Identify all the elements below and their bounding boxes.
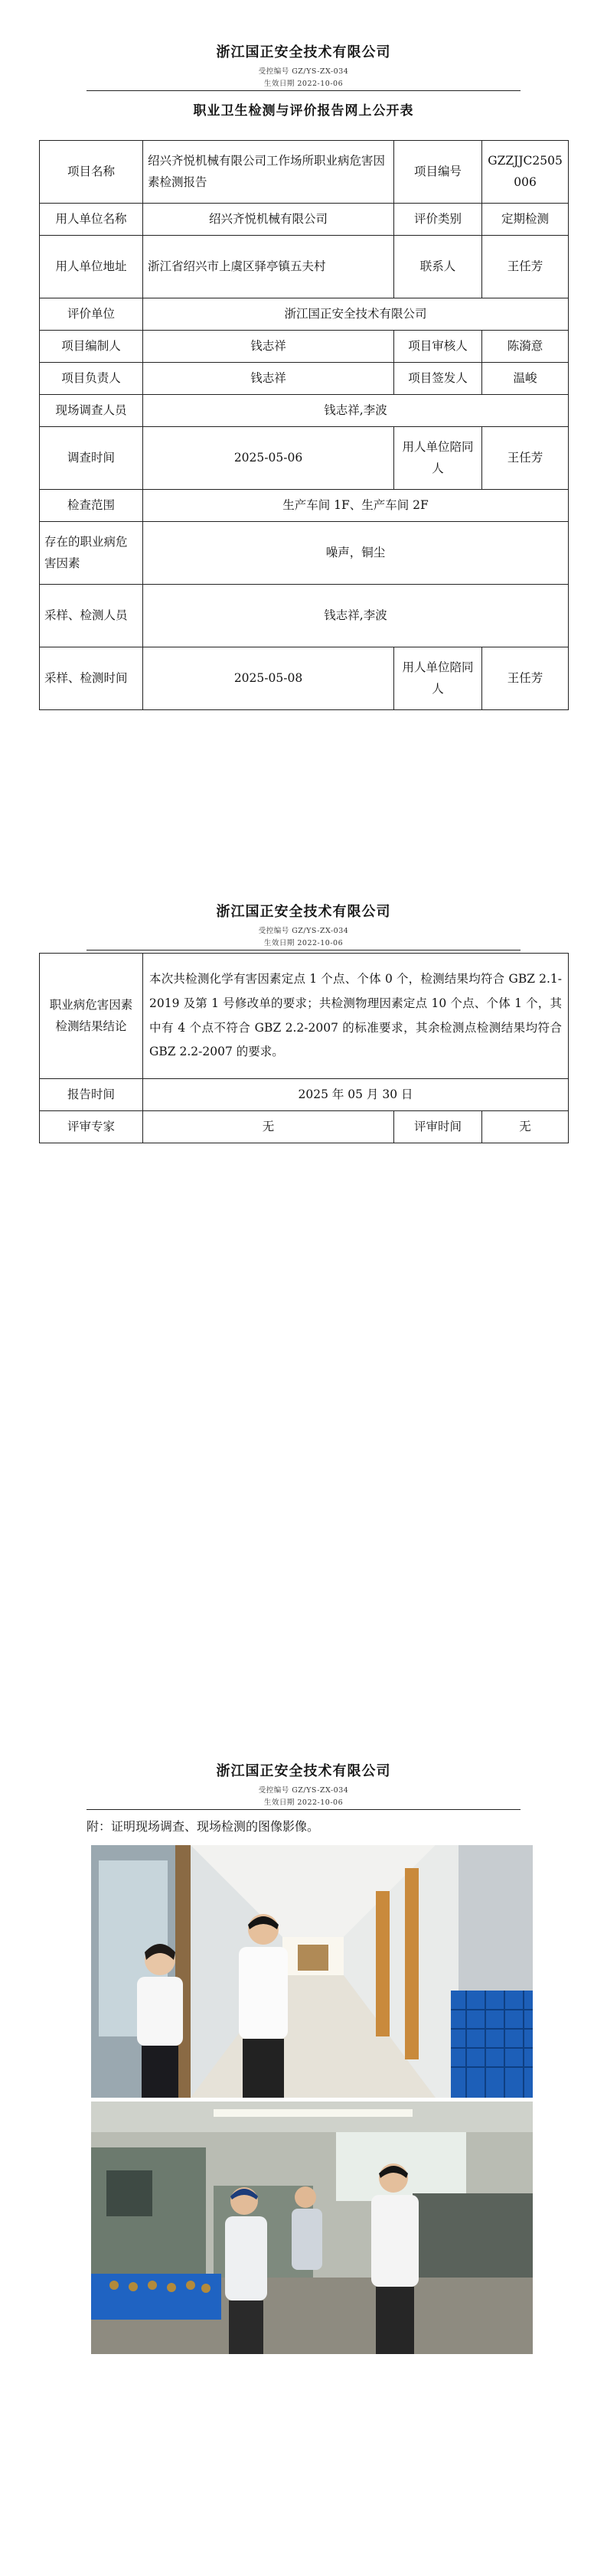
review-time-label: 评审时间 <box>394 1111 482 1143</box>
address-label: 用人单位地址 <box>40 236 143 298</box>
table-row <box>40 395 569 427</box>
table-row <box>40 236 569 298</box>
conclusion-value: 本次共检测化学有害因素定点 1 个点、个体 0 个，检测结果均符合 GBZ 2.1-2019 及第 1 号修改单的要求；共检测物理因素定点 10 个点、个体 1 个，其中有 4 个点不符合 GBZ 2.2-2007 的标准要求，其余检测点检测结果均符合 GBZ 2.2-2007 的要求。 <box>143 954 569 1079</box>
project-name-value: 绍兴齐悦机械有限公司工作场所职业病危害因素检测报告 <box>143 141 394 204</box>
address-value: 浙江省绍兴市上虞区驿亭镇五夫村 <box>143 236 394 298</box>
contact-value: 王任芳 <box>482 236 569 298</box>
evaluator-label: 评价单位 <box>40 298 143 331</box>
table-row <box>40 427 569 490</box>
header-rule <box>86 950 521 951</box>
document-title: 职业卫生检测与评价报告网上公开表 <box>193 103 414 119</box>
control-number: 受控编号 GZ/YS-ZX-034 <box>258 927 349 935</box>
report-time-label: 报告时间 <box>40 1079 143 1111</box>
escort-value: 王任芳 <box>482 427 569 490</box>
hazards-value: 噪声，铜尘 <box>143 522 569 585</box>
compiler-value: 钱志祥 <box>143 331 394 363</box>
effective-date: 生效日期 2022-10-06 <box>263 1798 344 1807</box>
table-row <box>40 1079 569 1111</box>
evaluator-value: 浙江国正安全技术有限公司 <box>143 298 569 331</box>
survey-time-value: 2025-05-06 <box>143 427 394 490</box>
company-header-title: 浙江国正安全技术有限公司 <box>216 1763 391 1779</box>
company-header-title: 浙江国正安全技术有限公司 <box>216 904 391 920</box>
project-name-label: 项目名称 <box>40 141 143 204</box>
table-row <box>40 954 569 1079</box>
report-info-table <box>39 140 569 710</box>
report-time-value: 2025 年 05 月 30 日 <box>143 1079 569 1111</box>
samplers-value: 钱志祥,李波 <box>143 585 569 647</box>
investigators-value: 钱志祥,李波 <box>143 395 569 427</box>
project-no-label: 项目编号 <box>394 141 482 204</box>
employer-value: 绍兴齐悦机械有限公司 <box>143 204 394 236</box>
eval-type-label: 评价类别 <box>394 204 482 236</box>
compiler-label: 项目编制人 <box>40 331 143 363</box>
attachment-caption: 附：证明现场调查、现场检测的图像影像。 <box>86 1819 320 1834</box>
table-row <box>40 1111 569 1143</box>
sample-time-value: 2025-05-08 <box>143 647 394 710</box>
conclusion-table <box>39 953 569 1143</box>
table-row <box>40 298 569 331</box>
escort2-label: 用人单位陪同人 <box>394 647 482 710</box>
samplers-label: 采样、检测人员 <box>40 585 143 647</box>
conclusion-label: 职业病危害因素检测结果结论 <box>40 954 143 1079</box>
eval-type-value: 定期检测 <box>482 204 569 236</box>
review-time-value: 无 <box>482 1111 569 1143</box>
leader-value: 钱志祥 <box>143 363 394 395</box>
leader-label: 项目负责人 <box>40 363 143 395</box>
survey-time-label: 调查时间 <box>40 427 143 490</box>
site-survey-photo <box>91 1845 533 2098</box>
table-row <box>40 331 569 363</box>
reviewer-value: 陈漪意 <box>482 331 569 363</box>
company-header-title: 浙江国正安全技术有限公司 <box>216 44 391 60</box>
investigators-label: 现场调查人员 <box>40 395 143 427</box>
effective-date: 生效日期 2022-10-06 <box>263 939 344 947</box>
site-testing-photo <box>91 2102 533 2354</box>
issuer-value: 温峻 <box>482 363 569 395</box>
effective-date: 生效日期 2022-10-06 <box>263 80 344 88</box>
table-row <box>40 141 569 204</box>
table-row <box>40 522 569 585</box>
control-number: 受控编号 GZ/YS-ZX-034 <box>258 67 349 76</box>
scope-label: 检查范围 <box>40 490 143 522</box>
table-row <box>40 647 569 710</box>
table-row <box>40 204 569 236</box>
header-rule <box>86 90 521 91</box>
expert-value: 无 <box>143 1111 394 1143</box>
issuer-label: 项目签发人 <box>394 363 482 395</box>
header-rule <box>86 1809 521 1810</box>
project-no-value: GZZJJC2505006 <box>482 141 569 204</box>
table-row <box>40 490 569 522</box>
table-row <box>40 585 569 647</box>
scope-value: 生产车间 1F、生产车间 2F <box>143 490 569 522</box>
expert-label: 评审专家 <box>40 1111 143 1143</box>
escort2-value: 王任芳 <box>482 647 569 710</box>
control-number: 受控编号 GZ/YS-ZX-034 <box>258 1786 349 1795</box>
table-row <box>40 363 569 395</box>
sample-time-label: 采样、检测时间 <box>40 647 143 710</box>
reviewer-label: 项目审核人 <box>394 331 482 363</box>
contact-label: 联系人 <box>394 236 482 298</box>
escort-label: 用人单位陪同人 <box>394 427 482 490</box>
employer-label: 用人单位名称 <box>40 204 143 236</box>
hazards-label: 存在的职业病危害因素 <box>40 522 143 585</box>
